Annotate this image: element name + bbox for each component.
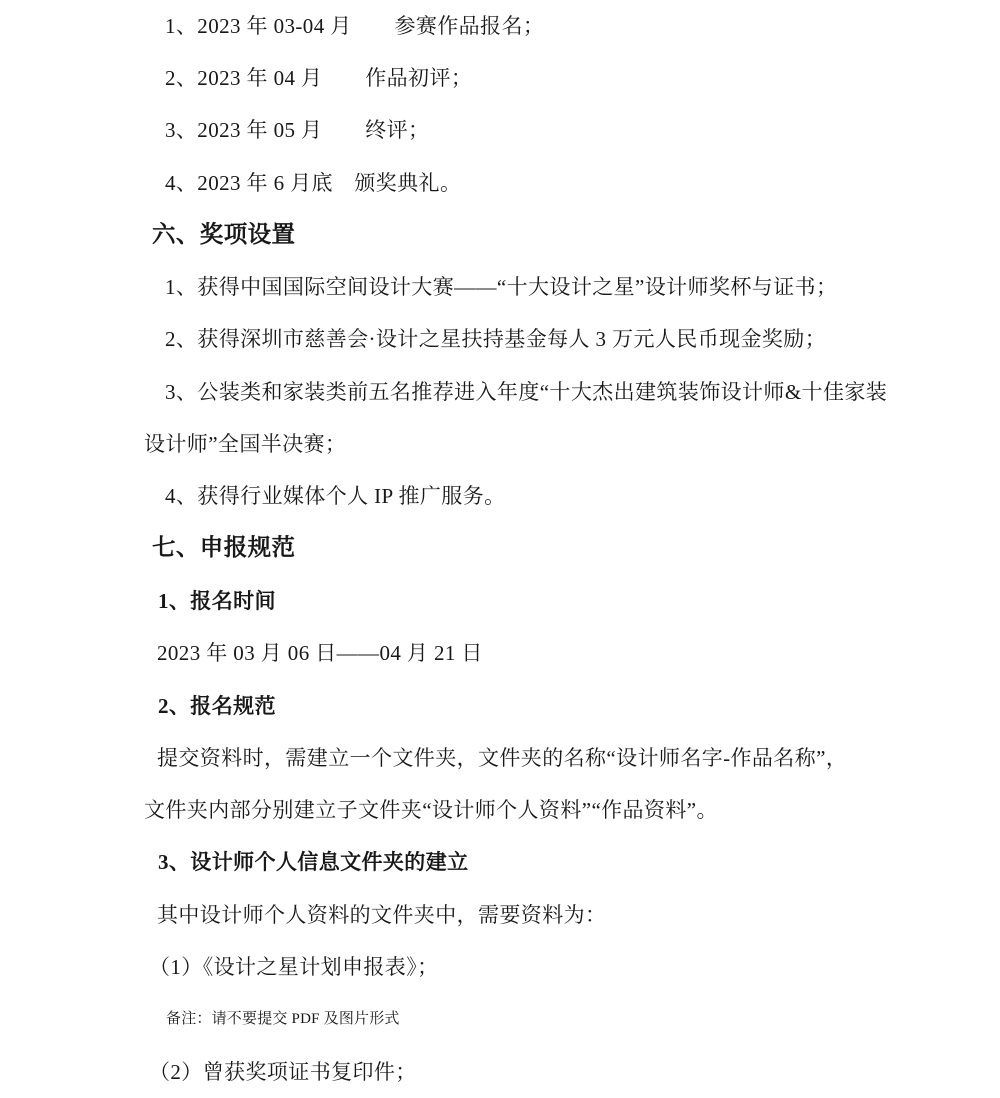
list-item-line: 1、2023 年 03-04 月 参赛作品报名； xyxy=(165,13,545,38)
paragraph-line: 其中设计师个人资料的文件夹中，需要资料为： xyxy=(157,902,607,927)
document-body xyxy=(144,0,960,1098)
section-heading: 六、奖项设置 xyxy=(152,221,296,248)
note-line: 备注：请不要提交 PDF 及图片形式 xyxy=(166,1011,400,1028)
list-item-line: 2、获得深圳市慈善会·设计之星扶持基金每人 3 万元人民币现金奖励； xyxy=(165,327,827,352)
list-item-line: 4、2023 年 6 月底 颁奖典礼。 xyxy=(165,170,462,195)
list-item-line: 4、获得行业媒体个人 IP 推广服务。 xyxy=(165,484,506,509)
list-item-line: （2）曾获奖项证书复印件； xyxy=(149,1059,417,1084)
list-item-line: 3、公装类和家装类前五名推荐进入年度“十大杰出建筑装饰设计师&十佳家装 xyxy=(165,379,888,404)
paragraph-continuation-line: 文件夹内部分别建立子文件夹“设计师个人资料”“作品资料”。 xyxy=(144,798,718,823)
list-item-line: （1）《设计之星计划申报表》； xyxy=(149,954,439,979)
list-item-line: 1、获得中国国际空间设计大赛——“十大设计之星”设计师奖杯与证书； xyxy=(165,275,838,300)
list-item-line: 3、2023 年 05 月 终评； xyxy=(165,118,430,143)
section-heading: 七、申报规范 xyxy=(152,535,296,562)
paragraph-line: 提交资料时，需建立一个文件夹，文件夹的名称“设计师名字-作品名称”， xyxy=(157,745,848,770)
list-item-line: 2、2023 年 04 月 作品初评； xyxy=(165,65,473,90)
paragraph-line: 2023 年 03 月 06 日——04 月 21 日 xyxy=(157,641,483,666)
paragraph-continuation-line: 设计师”全国半决赛； xyxy=(144,432,347,457)
sub-heading: 1、报名时间 xyxy=(158,588,276,613)
sub-heading: 3、设计师个人信息文件夹的建立 xyxy=(158,850,469,875)
sub-heading: 2、报名规范 xyxy=(158,693,276,718)
